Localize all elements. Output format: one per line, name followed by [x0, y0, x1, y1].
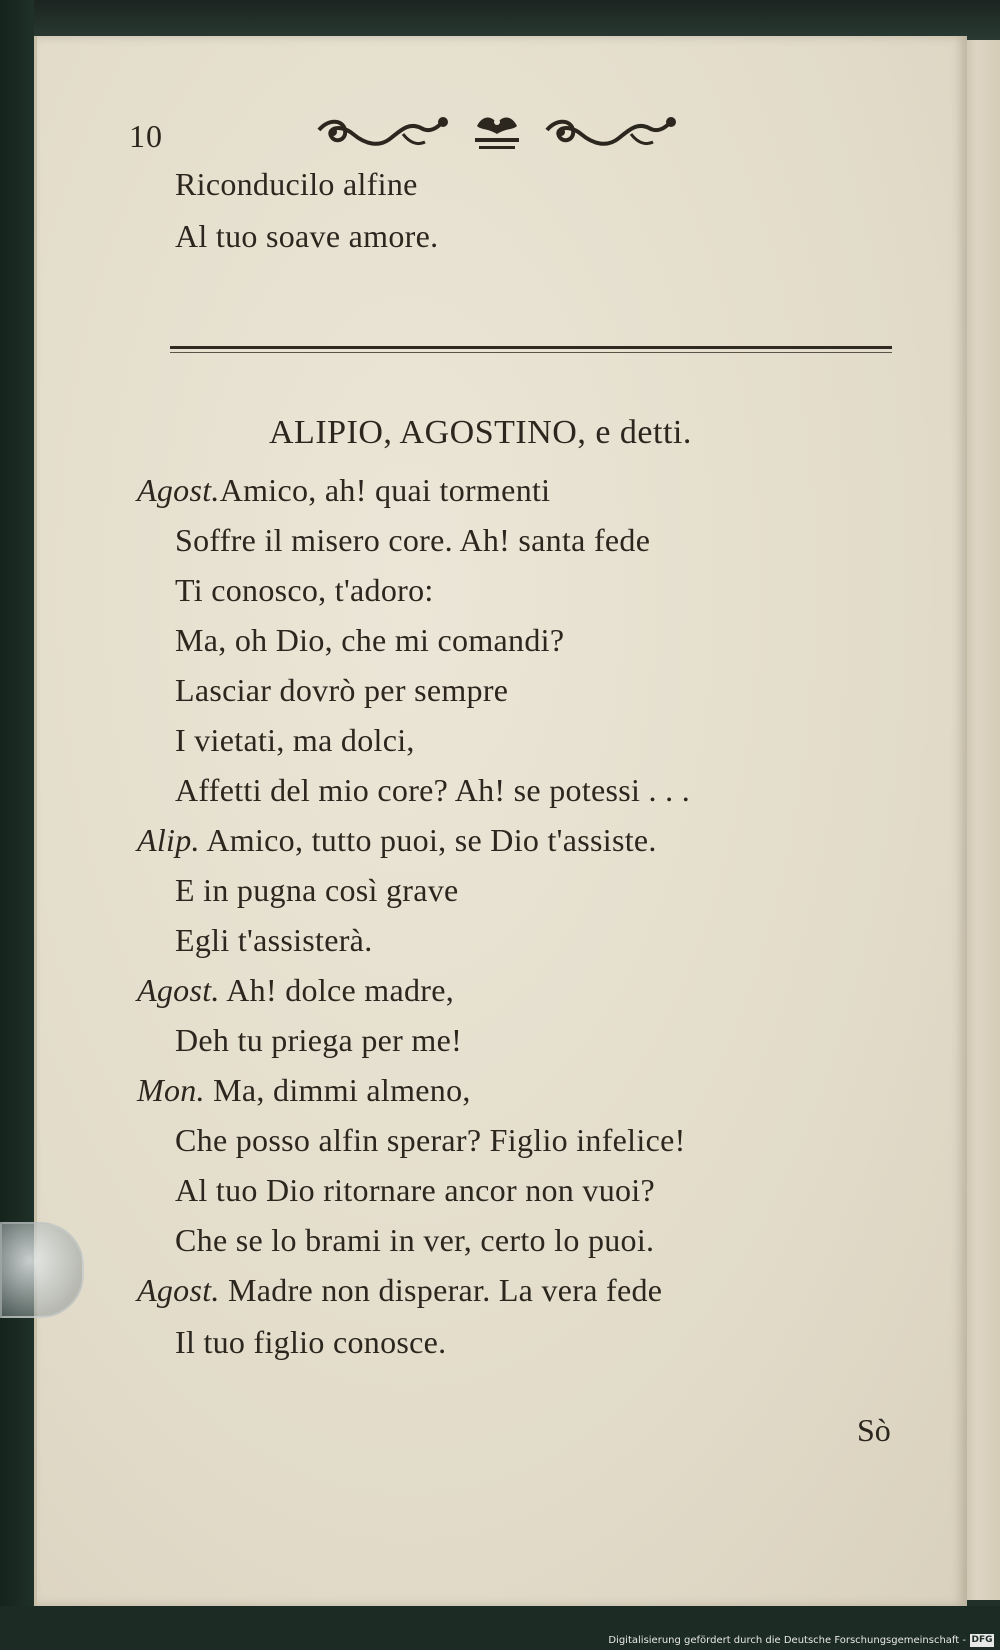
- dialogue-text: Che posso alfin sperar? Figlio infelice!: [175, 1122, 686, 1158]
- scan-background-top: [0, 0, 1000, 40]
- dialogue-line: [137, 1272, 662, 1309]
- dialogue-text: Deh tu priega per me!: [175, 1022, 463, 1058]
- dialogue-line: [175, 1324, 446, 1361]
- dialogue-line: [175, 1172, 655, 1209]
- dialogue-text: I vietati, ma dolci,: [175, 722, 415, 758]
- speaker-label: Alip.: [137, 822, 200, 858]
- scan-footer: [0, 1606, 1000, 1650]
- page-number: 10: [129, 118, 163, 154]
- dialogue-line: [175, 1122, 686, 1159]
- dialogue-text: Ah! dolce madre,: [226, 972, 455, 1008]
- dialogue-line: [137, 822, 657, 859]
- dialogue-line: [175, 622, 564, 659]
- dialogue-line: [175, 522, 650, 559]
- catchword: Sò: [857, 1412, 891, 1448]
- dialogue-line: [175, 922, 373, 959]
- dialogue-text: Madre non disperar. La vera fede: [228, 1272, 663, 1308]
- dialogue-line: [175, 772, 690, 809]
- speaker-label: Agost.: [137, 472, 220, 508]
- speaker-label: Mon.: [137, 1072, 205, 1108]
- scan-background-left: [0, 0, 34, 1650]
- dialogue-line: [175, 572, 434, 609]
- scene-heading: ALIPIO, AGOSTINO, e detti.: [269, 414, 692, 451]
- dialogue-text: Affetti del mio core? Ah! se potessi . . .: [175, 772, 691, 808]
- dialogue-text: Ma, dimmi almeno,: [213, 1072, 471, 1108]
- dialogue-text: Che se lo brami in ver, certo lo puoi.: [175, 1222, 655, 1258]
- dialogue-text: Amico, tutto puoi, se Dio t'assiste.: [206, 822, 657, 858]
- dialogue-text: Ti conosco, t'adoro:: [175, 572, 434, 608]
- right-flourish-ornament-icon: [541, 108, 681, 158]
- dialogue-text: Il tuo figlio conosce.: [175, 1324, 447, 1360]
- dialogue-line: [175, 1222, 654, 1259]
- dialogue-line: [137, 1072, 471, 1109]
- dialogue-line: [175, 872, 459, 909]
- crown-ornament-icon: [469, 108, 525, 158]
- dialogue-text: Soffre il misero core. Ah! santa fede: [175, 522, 651, 558]
- dfg-logo: DFG: [971, 1635, 993, 1645]
- dialogue-text: Ma, oh Dio, che mi comandi?: [175, 622, 565, 658]
- dialogue-line: [175, 722, 415, 759]
- page-clip: [0, 1222, 84, 1318]
- dialogue-text: Egli t'assisterà.: [175, 922, 373, 958]
- dialogue-line: [137, 472, 550, 509]
- dialogue-text: Al tuo Dio ritornare ancor non vuoi?: [175, 1172, 656, 1208]
- verse-line: Riconducilo alfine: [175, 166, 418, 202]
- section-divider: [170, 346, 892, 349]
- book-page: [34, 36, 967, 1606]
- dialogue-text: Lasciar dovrò per sempre: [175, 672, 509, 708]
- speaker-label: Agost.: [137, 972, 220, 1008]
- dialogue-text: Amico, ah! quai tormenti: [219, 472, 551, 508]
- verse-line: Al tuo soave amore.: [175, 218, 439, 254]
- dialogue-text: E in pugna così grave: [175, 872, 459, 908]
- dialogue-line: [137, 972, 454, 1009]
- section-divider-thin: [170, 352, 892, 353]
- speaker-label: Agost.: [137, 1272, 220, 1308]
- dialogue-line: [175, 672, 508, 709]
- footer-credit: Digitalisierung gefördert durch die Deutsche Forschungsgemeinschaft -: [608, 1635, 966, 1646]
- left-flourish-ornament-icon: [313, 108, 453, 158]
- dialogue-line: [175, 1022, 462, 1059]
